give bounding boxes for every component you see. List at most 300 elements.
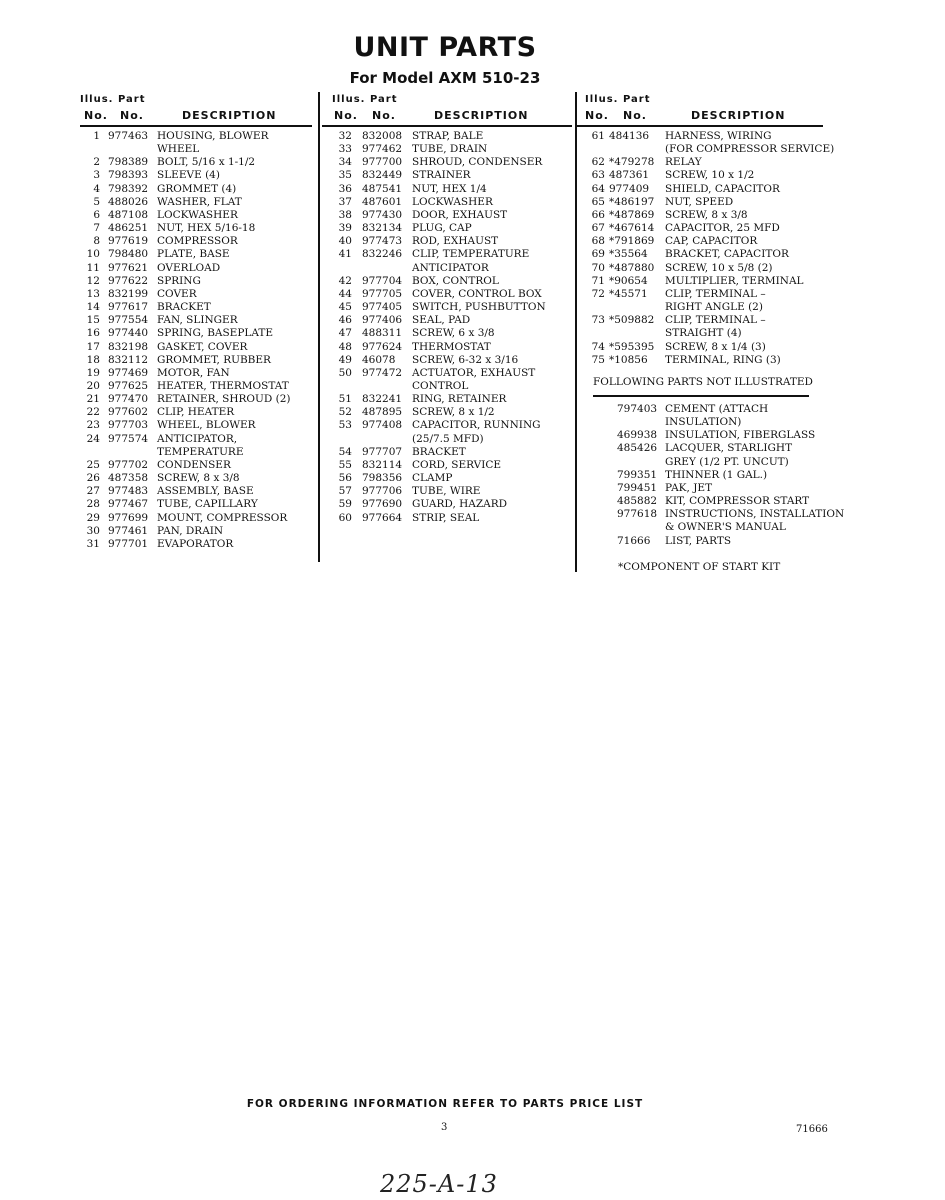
part-number: *509882	[609, 314, 655, 327]
part-number: 46078	[362, 353, 396, 366]
part-description: LOCKWASHER	[157, 208, 238, 221]
illus-number: 62	[591, 156, 605, 169]
part-row	[332, 288, 546, 301]
part-number: 832199	[108, 287, 149, 300]
part-number: 798392	[108, 182, 149, 195]
part-description: ROD, EXHAUST	[412, 235, 499, 248]
part-description: ASSEMBLY, BASE	[157, 485, 254, 498]
not-illustrated-heading: FOLLOWING PARTS NOT ILLUSTRATED	[593, 376, 813, 388]
illus-number: 70	[591, 261, 605, 274]
illus-number: 65	[591, 195, 605, 208]
part-description: LOCKWASHER	[412, 195, 493, 208]
illus-number: 31	[86, 537, 100, 550]
part-number: 799451	[617, 481, 658, 494]
part-row	[332, 341, 546, 354]
part-description: BRACKET	[157, 301, 211, 314]
part-number: 977618	[617, 508, 658, 521]
part-number: 977472	[362, 366, 403, 379]
illus-number: 45	[338, 301, 352, 314]
part-number: 485882	[617, 495, 658, 508]
part-number: 488026	[108, 195, 149, 208]
part-description: WHEEL, BLOWER	[157, 419, 256, 432]
illus-number: 24	[86, 432, 100, 445]
illus-number: 6	[93, 208, 100, 221]
part-number: 977440	[108, 327, 149, 340]
header-description: DESCRIPTION	[434, 109, 529, 122]
part-number: *35564	[609, 248, 648, 261]
footnote: *COMPONENT OF START KIT	[618, 561, 781, 573]
part-number: 797403	[617, 403, 658, 415]
illus-number: 13	[86, 287, 100, 300]
illus-number: 39	[338, 222, 352, 235]
part-row	[80, 354, 291, 367]
part-description: CAPACITOR, 25 MFD	[665, 222, 780, 235]
illus-number: 14	[86, 301, 100, 314]
illus-number: 34	[338, 156, 352, 169]
part-description: SPRING, BASEPLATE	[157, 327, 274, 340]
part-description: SCREW, 8 x 3/8	[157, 472, 240, 485]
illus-number: 54	[338, 445, 352, 458]
header-description: DESCRIPTION	[691, 109, 786, 122]
part-description: PAK, JET	[665, 481, 713, 494]
part-row	[332, 459, 546, 472]
part-number: 977405	[362, 301, 403, 314]
part-row	[332, 446, 546, 459]
part-row	[332, 485, 546, 498]
ordering-footer: FOR ORDERING INFORMATION REFER TO PARTS PRICE LIST	[246, 1098, 644, 1110]
part-number: 977702	[108, 458, 149, 471]
part-description: TUBE, WIRE	[412, 485, 481, 498]
part-row	[80, 485, 291, 498]
part-number: *45571	[609, 287, 648, 300]
part-row	[80, 380, 291, 393]
part-description: RELAY	[665, 156, 702, 169]
part-number: 977602	[108, 406, 149, 419]
illus-number: 20	[86, 379, 100, 392]
header-rule	[80, 125, 312, 127]
part-description: SEAL, PAD	[412, 314, 471, 327]
part-description: OVERLOAD	[157, 261, 221, 274]
illus-number: 60	[338, 511, 352, 524]
part-number: 977621	[108, 261, 149, 274]
illus-number: 66	[591, 208, 605, 221]
part-row	[80, 327, 291, 340]
not-illustrated-list	[585, 403, 844, 548]
illus-number: 15	[86, 314, 100, 327]
illus-number: 55	[338, 458, 352, 471]
part-row	[80, 538, 291, 551]
part-row	[80, 406, 291, 419]
part-row	[332, 130, 546, 143]
part-row	[80, 196, 291, 209]
part-number: 977703	[108, 419, 149, 432]
illus-number: 33	[338, 143, 352, 156]
part-number: 977707	[362, 445, 403, 458]
part-row	[332, 156, 546, 169]
part-description: SCREW, 10 x 1/2	[665, 169, 755, 182]
part-row	[332, 275, 546, 288]
part-description: COMPRESSOR	[157, 235, 238, 248]
illus-number: 4	[93, 182, 100, 195]
part-row	[80, 288, 291, 301]
parts-list	[585, 130, 834, 367]
part-number: 977554	[108, 314, 149, 327]
header-rule	[322, 125, 572, 127]
part-description: TUBE, CAPILLARY	[157, 498, 258, 511]
part-row	[332, 235, 546, 248]
part-number: 977409	[609, 182, 650, 195]
page-number: 3	[441, 1122, 448, 1133]
part-row	[332, 169, 546, 182]
illus-number: 51	[338, 393, 352, 406]
illus-number: 59	[338, 498, 352, 511]
part-row	[332, 327, 546, 340]
part-number: 832449	[362, 169, 403, 182]
illus-number: 36	[338, 182, 352, 195]
illus-number: 8	[93, 235, 100, 248]
part-description: CEMENT (ATTACH INSULATION)	[665, 403, 769, 429]
part-number: 487541	[362, 182, 403, 195]
illus-number: 38	[338, 208, 352, 221]
part-description: CORD, SERVICE	[412, 458, 502, 471]
illus-number: 72	[591, 287, 605, 300]
part-number: 977700	[362, 156, 403, 169]
illus-number: 63	[591, 169, 605, 182]
part-description: SWITCH, PUSHBUTTON	[412, 301, 546, 314]
part-number: 977706	[362, 485, 403, 498]
part-row	[80, 130, 291, 156]
part-description: LIST, PARTS	[665, 534, 732, 547]
part-description: INSTRUCTIONS, INSTALLATION & OWNER'S MANUAL	[665, 508, 845, 534]
part-number: 832008	[362, 130, 403, 142]
illus-number: 35	[338, 169, 352, 182]
part-number: 977664	[362, 511, 403, 524]
illus-number: 68	[591, 235, 605, 248]
part-number: 977705	[362, 287, 403, 300]
part-row	[80, 169, 291, 182]
illus-number: 53	[338, 419, 352, 432]
part-description: HARNESS, WIRING (FOR COMPRESSOR SERVICE)	[665, 130, 835, 156]
part-description: WASHER, FLAT	[157, 195, 242, 208]
part-number: *487880	[609, 261, 655, 274]
part-row	[585, 222, 834, 235]
part-number: 832114	[362, 458, 403, 471]
part-number: 484136	[609, 130, 650, 142]
illus-number: 18	[86, 353, 100, 366]
illus-number: 56	[338, 472, 352, 485]
illus-number: 21	[86, 393, 100, 406]
header-part-no: No.	[120, 109, 144, 122]
part-number: 977622	[108, 274, 149, 287]
part-row	[585, 508, 844, 534]
part-number: 977574	[108, 432, 149, 445]
part-number: 977470	[108, 393, 149, 406]
part-description: MOTOR, FAN	[157, 366, 230, 379]
part-number: 469938	[617, 429, 658, 442]
illus-number: 41	[338, 248, 352, 261]
part-number: 487895	[362, 406, 403, 419]
part-description: BRACKET, CAPACITOR	[665, 248, 789, 261]
part-number: 977617	[108, 301, 149, 314]
part-number: 798356	[362, 472, 403, 485]
part-description: CAP, CAPACITOR	[665, 235, 758, 248]
part-number: 977473	[362, 235, 403, 248]
part-number: 832112	[108, 353, 149, 366]
part-number: 832198	[108, 340, 149, 353]
part-number: 977462	[362, 143, 403, 156]
part-row	[585, 429, 844, 442]
part-number: 977469	[108, 366, 149, 379]
part-number: 977463	[108, 130, 149, 142]
part-description: CLIP, HEATER	[157, 406, 235, 419]
illus-number: 75	[591, 353, 605, 366]
part-number: *487869	[609, 208, 655, 221]
part-description: CLIP, TERMINAL – RIGHT ANGLE (2)	[665, 287, 766, 314]
part-number: 485426	[617, 442, 658, 455]
part-row	[585, 354, 834, 367]
illus-number: 22	[86, 406, 100, 419]
illus-number: 3	[93, 169, 100, 182]
part-number: 977461	[108, 524, 149, 537]
part-description: SPRING	[157, 274, 201, 287]
part-row	[80, 341, 291, 354]
part-description: STRIP, SEAL	[412, 511, 480, 524]
part-row	[585, 288, 834, 314]
part-number: 798480	[108, 248, 149, 261]
part-description: CLIP, TEMPERATURE ANTICIPATOR	[412, 248, 530, 274]
illus-number: 46	[338, 314, 352, 327]
part-row	[585, 196, 834, 209]
part-description: NUT, HEX 5/16-18	[157, 222, 256, 235]
part-description: STRAINER	[412, 169, 471, 182]
illus-number: 27	[86, 485, 100, 498]
part-description: HOUSING, BLOWER WHEEL	[157, 130, 269, 156]
illus-number: 47	[338, 327, 352, 340]
illus-number: 42	[338, 274, 352, 287]
model-subtitle: For Model AXM 510-23	[349, 69, 541, 87]
illus-number: 23	[86, 419, 100, 432]
header-part: Part	[370, 94, 398, 105]
illus-number: 40	[338, 235, 352, 248]
part-row	[585, 235, 834, 248]
part-row	[80, 525, 291, 538]
illus-number: 25	[86, 458, 100, 471]
header-illus: Illus.	[332, 94, 366, 105]
illus-number: 11	[86, 261, 100, 274]
illus-number: 48	[338, 340, 352, 353]
part-row	[332, 209, 546, 222]
part-number: 487601	[362, 195, 403, 208]
part-description: SCREW, 8 x 3/8	[665, 208, 748, 221]
illus-number: 10	[86, 248, 100, 261]
part-description: MOUNT, COMPRESSOR	[157, 511, 288, 524]
part-description: RING, RETAINER	[412, 393, 507, 406]
part-number: 977406	[362, 314, 403, 327]
illus-number: 28	[86, 498, 100, 511]
header-part: Part	[118, 94, 146, 105]
part-number: 977701	[108, 537, 149, 550]
part-row	[80, 248, 291, 261]
part-description: GROMMET (4)	[157, 182, 237, 195]
document-number: 71666	[796, 1124, 828, 1135]
part-description: PLATE, BASE	[157, 248, 230, 261]
illus-number: 49	[338, 353, 352, 366]
part-description: SCREW, 6-32 x 3/16	[412, 353, 519, 366]
parts-list	[80, 130, 291, 551]
part-row	[80, 275, 291, 288]
part-description: TUBE, DRAIN	[412, 143, 488, 156]
part-number: 486251	[108, 222, 149, 235]
illus-number: 74	[591, 340, 605, 353]
part-row	[80, 393, 291, 406]
part-row	[332, 472, 546, 485]
part-row	[332, 196, 546, 209]
illus-number: 69	[591, 248, 605, 261]
part-row	[80, 209, 291, 222]
part-description: RETAINER, SHROUD (2)	[157, 393, 291, 406]
part-row	[332, 498, 546, 511]
illus-number: 7	[93, 222, 100, 235]
part-number: 487361	[609, 169, 650, 182]
part-number: 832241	[362, 393, 403, 406]
part-number: 71666	[617, 534, 651, 547]
part-description: CAPACITOR, RUNNING (25/7.5 MFD)	[412, 419, 541, 445]
part-description: CONDENSER	[157, 458, 231, 471]
part-description: NUT, HEX 1/4	[412, 182, 487, 195]
part-description: INSULATION, FIBERGLASS	[665, 429, 816, 442]
part-description: CLAMP	[412, 472, 453, 485]
part-number: 977690	[362, 498, 403, 511]
illus-number: 67	[591, 222, 605, 235]
part-number: *479278	[609, 156, 655, 169]
illus-number: 29	[86, 511, 100, 524]
part-number: 977467	[108, 498, 149, 511]
illus-number: 12	[86, 274, 100, 287]
part-description: ACTUATOR, EXHAUST CONTROL	[412, 366, 536, 392]
part-description: GASKET, COVER	[157, 340, 248, 353]
part-row	[80, 512, 291, 525]
part-description: GUARD, HAZARD	[412, 498, 508, 511]
part-description: SCREW, 6 x 3/8	[412, 327, 495, 340]
illus-number: 26	[86, 472, 100, 485]
part-row	[332, 367, 546, 393]
part-row	[585, 183, 834, 196]
part-description: SCREW, 8 x 1/4 (3)	[665, 340, 766, 353]
illus-number: 19	[86, 366, 100, 379]
part-number: *10856	[609, 353, 648, 366]
part-row	[332, 301, 546, 314]
part-description: THINNER (1 GAL.)	[665, 468, 768, 481]
part-row	[80, 183, 291, 196]
part-number: 832134	[362, 222, 403, 235]
part-row	[585, 482, 844, 495]
part-number: 977704	[362, 274, 403, 287]
part-row	[585, 209, 834, 222]
part-row	[332, 183, 546, 196]
part-row	[80, 433, 291, 459]
part-number: 798389	[108, 156, 149, 169]
part-row	[332, 406, 546, 419]
part-number: *791869	[609, 235, 655, 248]
illus-number: 2	[93, 156, 100, 169]
part-description: THERMOSTAT	[412, 340, 491, 353]
part-number: 487108	[108, 208, 149, 221]
illus-number: 32	[338, 130, 352, 142]
part-number: 977619	[108, 235, 149, 248]
part-description: GROMMET, RUBBER	[157, 353, 271, 366]
part-row	[80, 498, 291, 511]
part-description: COVER, CONTROL BOX	[412, 287, 542, 300]
part-description: BRACKET	[412, 445, 466, 458]
illus-number: 73	[591, 314, 605, 327]
illus-number: 17	[86, 340, 100, 353]
illus-number: 64	[591, 182, 605, 195]
illus-number: 61	[591, 130, 605, 142]
header-rule	[577, 125, 823, 127]
header-part-no: No.	[623, 109, 647, 122]
part-row	[585, 314, 834, 340]
part-number: *467614	[609, 222, 655, 235]
part-row	[80, 235, 291, 248]
illus-number: 50	[338, 366, 352, 379]
part-row	[80, 367, 291, 380]
part-row	[332, 393, 546, 406]
part-row	[585, 248, 834, 261]
header-part-no: No.	[372, 109, 396, 122]
part-row	[585, 495, 844, 508]
page-title: UNIT PARTS	[353, 32, 537, 63]
part-row	[585, 403, 844, 429]
part-description: SHIELD, CAPACITOR	[665, 182, 780, 195]
part-number: 977624	[362, 340, 403, 353]
part-description: TERMINAL, RING (3)	[665, 353, 781, 366]
part-row	[585, 169, 834, 182]
part-description: FAN, SLINGER	[157, 314, 238, 327]
part-row	[332, 143, 546, 156]
part-description: EVAPORATOR	[157, 537, 234, 550]
part-description: BOLT, 5/16 x 1-1/2	[157, 156, 256, 169]
part-number: 488311	[362, 327, 403, 340]
part-number: 798393	[108, 169, 149, 182]
part-row	[332, 314, 546, 327]
part-row	[585, 275, 834, 288]
header-no: No.	[84, 109, 108, 122]
header-illus: Illus.	[80, 94, 114, 105]
part-row	[585, 341, 834, 354]
part-row	[585, 442, 844, 468]
part-description: SHROUD, CONDENSER	[412, 156, 543, 169]
part-row	[80, 156, 291, 169]
part-description: ANTICIPATOR, TEMPERATURE	[157, 432, 244, 458]
part-row	[332, 419, 546, 445]
header-no: No.	[585, 109, 609, 122]
part-description: COVER	[157, 287, 197, 300]
part-row	[332, 354, 546, 367]
part-row	[80, 262, 291, 275]
part-row	[585, 156, 834, 169]
part-number: 487358	[108, 472, 149, 485]
part-description: SCREW, 8 x 1/2	[412, 406, 495, 419]
illus-number: 52	[338, 406, 352, 419]
illus-number: 44	[338, 287, 352, 300]
part-row	[332, 222, 546, 235]
header-description: DESCRIPTION	[182, 109, 277, 122]
illus-number: 1	[93, 130, 100, 142]
part-description: KIT, COMPRESSOR START	[665, 495, 810, 508]
part-row	[80, 472, 291, 485]
section-rule	[593, 395, 809, 397]
part-row	[332, 512, 546, 525]
